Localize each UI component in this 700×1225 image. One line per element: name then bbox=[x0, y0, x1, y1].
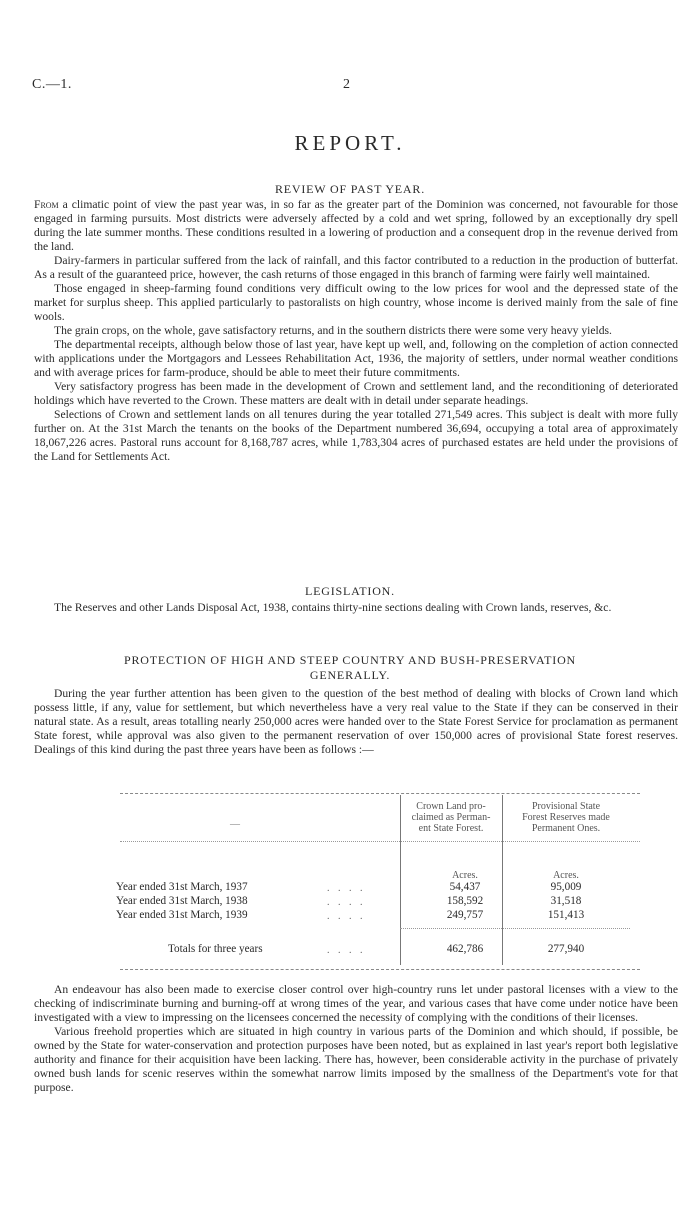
review-paragraph-3: Those engaged in sheep-farming found conditions very difficult owing to the low prices for wool and the depressed state of the market for surplus sheep. This applied particularly to pastoralists on high country, whose income is derived mainly from the sale of fine wools. bbox=[34, 282, 678, 323]
table-total-label: Totals for three years bbox=[168, 943, 263, 955]
forest-dealings-table bbox=[34, 791, 678, 973]
page-number: 2 bbox=[343, 77, 350, 92]
table-row-label: Year ended 31st March, 1938 bbox=[116, 895, 248, 907]
table-cell-crown-land: 158,592 bbox=[446, 895, 484, 907]
legislation-paragraph-1: The Reserves and other Lands Disposal Act, 1938, contains thirty-nine sections dealing with Crown lands, reserves, &c. bbox=[54, 601, 612, 614]
table-top-rule bbox=[120, 793, 640, 794]
table-col1-units: Acres. bbox=[452, 870, 478, 881]
table-cell-provisional-reserves: 151,413 bbox=[547, 909, 585, 921]
table-col1-header-line-2: claimed as Perman- bbox=[411, 812, 491, 823]
protection-section-body-continued bbox=[34, 983, 678, 1095]
legislation-section-body bbox=[34, 601, 678, 615]
table-row-leader-dots: . . . . bbox=[327, 883, 366, 894]
table-total-leader-dots: . . . . bbox=[327, 945, 366, 956]
review-paragraph-4: The grain crops, on the whole, gave satisfactory returns, and in the southern districts there were some very heavy yields. bbox=[54, 324, 612, 337]
protection-section-body bbox=[34, 687, 678, 757]
review-paragraph-6: Very satisfactory progress has been made in the development of Crown and settlement land, and the reconditioning of deteriorated holdings which have reverted to the Crown. These matters are dealt with in detail under separate headings. bbox=[34, 380, 678, 407]
table-header-rule bbox=[120, 841, 640, 842]
table-row-label: Year ended 31st March, 1937 bbox=[116, 881, 248, 893]
table-stub-header: — bbox=[230, 819, 240, 830]
review-paragraph-1-lead: From bbox=[34, 198, 59, 211]
table-col2-header bbox=[504, 801, 628, 834]
review-paragraph-7: Selections of Crown and settlement lands on all tenures during the year totalled 271,549 acres. This subject is dealt with more fully further on. At the 31st March the tenants on the books of the Department numbered 36,694, occupying a total area of approximately 18,067,226 acres. Pastoral runs account for 8,168,787 acres, while 1,783,304 acres of purchased estates are held under the provisions of the Land for Settlements Act. bbox=[34, 408, 678, 463]
table-row-leader-dots: . . . . bbox=[327, 897, 366, 908]
review-paragraph-1 bbox=[34, 198, 678, 254]
section-heading-protection bbox=[60, 653, 640, 683]
table-cell-crown-land: 249,757 bbox=[446, 909, 484, 921]
table-cell-crown-land: 54,437 bbox=[449, 881, 481, 893]
table-cell-provisional-reserves: 95,009 bbox=[550, 881, 582, 893]
table-divider-left bbox=[400, 795, 401, 965]
review-paragraph-1-text: a climatic point of view the past year was, in so far as the greater part of the Dominion was concerned, not favourable for those engaged in farming pursuits. Most districts were adversely affected by a cold and wet spring, followed by an exceptionally dry spell during the late summer months. These conditions resulted in a lowering of production and a consequent drop in the revenue derived from the land. bbox=[34, 198, 678, 253]
protection-paragraph-1: During the year further attention has been given to the question of the best method of dealing with blocks of Crown land which possess little, if any, value for settlement, but which nevertheless have a very real value to the State if they can be conserved in their natural state. As a result, areas totalling nearly 250,000 acres were handed over to the State Forest Service for proclamation as permanent State forest, while approval was also given to the permanent reservation of over 150,000 acres of provisional State forest reserves. Dealings of this kind during the past three years have been as follows :— bbox=[34, 687, 678, 756]
table-col1-header-line-3: ent State Forest. bbox=[418, 823, 484, 834]
table-row-leader-dots: . . . . bbox=[327, 911, 366, 922]
protection-paragraph-3: Various freehold properties which are situated in high country in various parts of the Dominion and which should, if possible, be owned by the State for water-conservation and protection purposes have been noted, but as explained in last year's report both legislative authority and finance for their acquisition have been lacking. There has, however, been considerable activity in the purchase of privately owned bush lands for scenic reserves within the somewhat narrow limits imposed by the smallness of the Department's vote for that purpose. bbox=[34, 1025, 678, 1094]
section-heading-review: REVIEW OF PAST YEAR. bbox=[274, 182, 426, 196]
table-col2-units: Acres. bbox=[553, 870, 579, 881]
table-col2-header-line-1: Provisional State bbox=[531, 801, 601, 812]
table-col1-header bbox=[402, 801, 500, 834]
review-section-body bbox=[34, 198, 678, 464]
protection-heading-line-2: GENERALLY. bbox=[309, 668, 391, 682]
table-col2-header-line-2: Forest Reserves made bbox=[522, 812, 610, 823]
table-subtotal-rule bbox=[400, 928, 630, 929]
protection-heading-line-1: PROTECTION OF HIGH AND STEEP COUNTRY AND BUSH-PRESERVATION bbox=[123, 653, 577, 667]
review-paragraph-2: Dairy-farmers in particular suffered from the lack of rainfall, and this factor contributed to a reduction in the production of butterfat. As a result of the guaranteed price, however, the cash returns of those engaged in this branch of farming were fairly well maintained. bbox=[34, 254, 678, 281]
review-paragraph-5: The departmental receipts, although below those of last year, have kept up well, and, following on the completion of action connected with applications under the Mortgagors and Lessees Rehabilitation Act, 1936, the majority of settlers, under normal weather conditions and with average prices for farm-produce, should be able to meet their future commitments. bbox=[34, 338, 678, 379]
report-title: REPORT. bbox=[294, 131, 406, 155]
document-reference: C.—1. bbox=[32, 77, 72, 92]
section-heading-legislation: LEGISLATION. bbox=[305, 584, 395, 598]
protection-paragraph-2: An endeavour has also been made to exercise closer control over high-country runs let under pastoral licenses with a view to the checking of indiscriminate burning and burning-off at wrong times of the year, and various cases that have come under notice have been investigated with a view to impressing on the licensees concerned the necessity of complying with the conditions of their licenses. bbox=[34, 983, 678, 1024]
table-col2-header-line-3: Permanent Ones. bbox=[531, 823, 601, 834]
table-row-label: Year ended 31st March, 1939 bbox=[116, 909, 248, 921]
table-cell-provisional-reserves: 31,518 bbox=[550, 895, 582, 907]
table-total-provisional-reserves: 277,940 bbox=[547, 943, 585, 955]
table-bottom-rule bbox=[120, 969, 640, 970]
table-total-crown-land: 462,786 bbox=[446, 943, 484, 955]
table-col1-header-line-1: Crown Land pro- bbox=[416, 801, 486, 812]
